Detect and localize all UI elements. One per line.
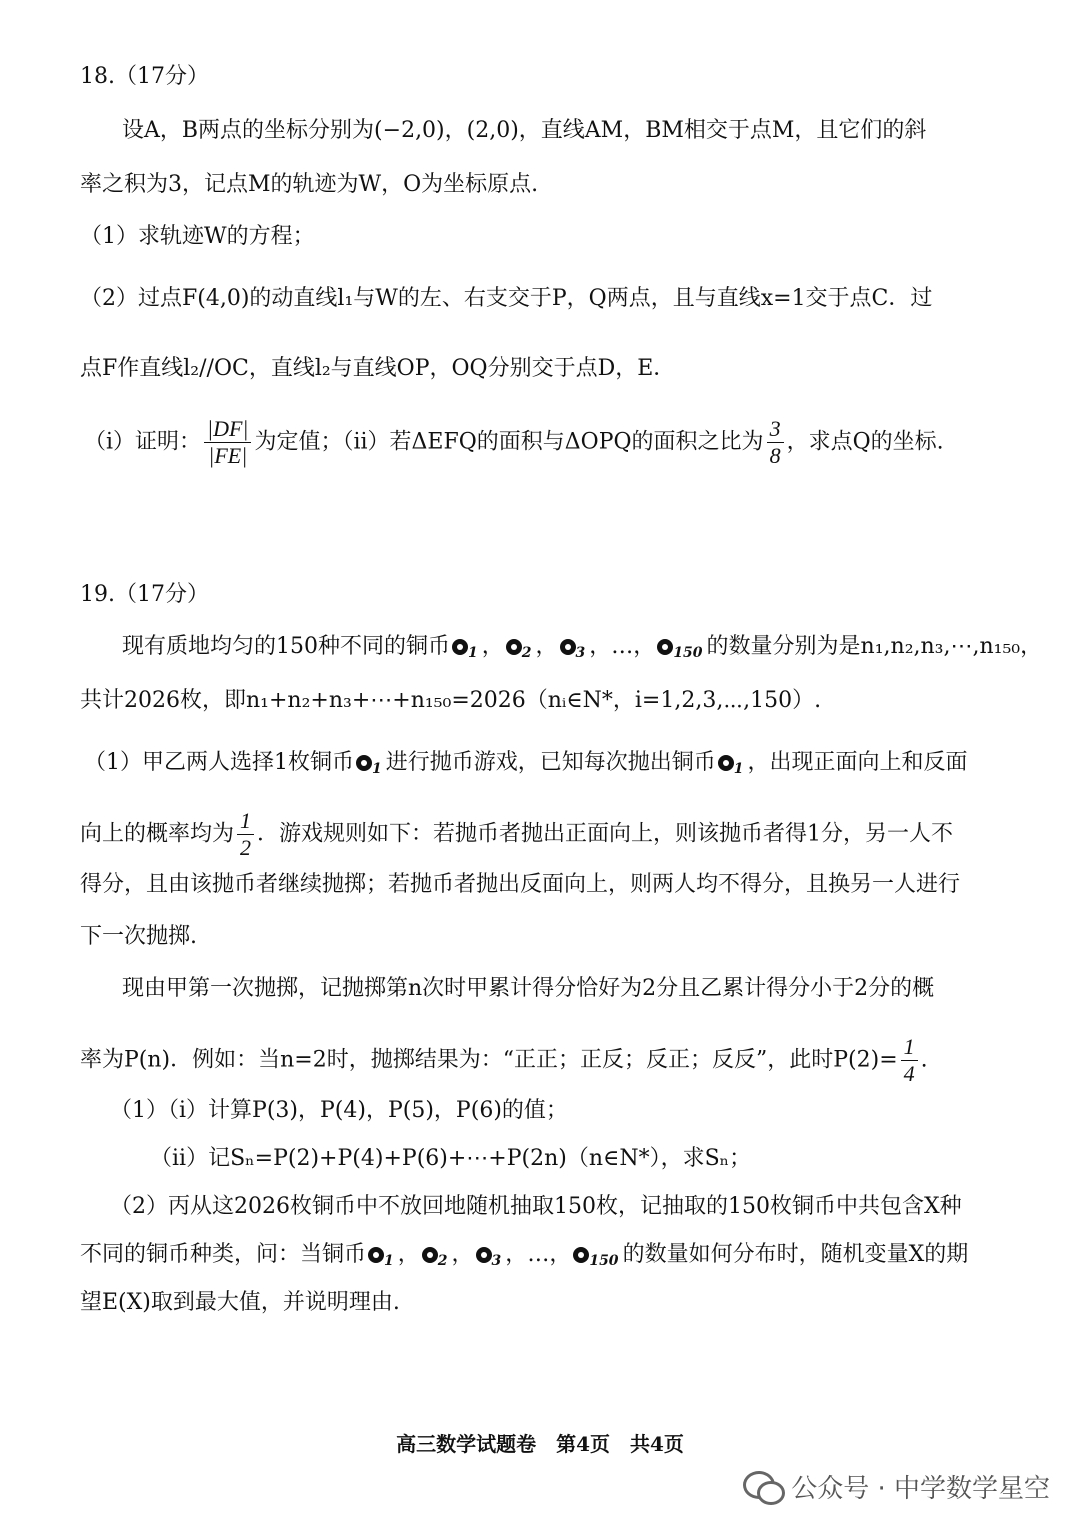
watermark-text: 公众号 · 中学数学星空 (791, 1473, 1050, 1504)
q19-line1 (122, 632, 1043, 668)
separator: ， (589, 634, 612, 659)
quarter-denominator: 4 (903, 1061, 915, 1086)
quarter-fraction (901, 1034, 918, 1087)
separator: ， (397, 1242, 420, 1267)
q19-p1b-post: ．游戏规则如下：若抛币者抛出正面向上，则该抛币者得1分，另一人不 (257, 821, 954, 847)
coin-label: 150 (589, 1253, 619, 1269)
q18-part2c-post: ，求点Q的坐标. (786, 429, 944, 455)
coin-ellipsis: …， (527, 1242, 572, 1267)
coin-icon (452, 639, 468, 655)
q18-header: 18.（17分） (80, 64, 209, 89)
q19-p3c: 望E(X)取到最大值，并说明理由. (80, 1290, 400, 1315)
coin-icon (422, 1247, 438, 1263)
q19-line2: 共计2026枚，即n₁+n₂+n₃+⋯+n₁₅₀=2026（nᵢ∈N*，i=1,2,3,⋯,150）. (80, 688, 822, 713)
q19-p1a-pre: （1）甲乙两人选择1枚铜币 (84, 750, 354, 775)
q19-p3a: （2）丙从这2026枚铜币中不放回地随机抽取150枚，记抽取的150枚铜币中共包含X种 (110, 1194, 962, 1219)
q19-p2a: 现由甲第一次抛掷，记抛掷第n次时甲累计得分恰好为2分且乙累计得分小于2分的概 (122, 976, 935, 1001)
coin-label: 1 (372, 761, 382, 777)
coin-ellipsis: …， (611, 634, 656, 659)
coin-icon (368, 1247, 384, 1263)
wechat-icon (743, 1469, 783, 1503)
q18-part2c-pre: （i）证明： (84, 429, 202, 455)
coin-icon (506, 639, 522, 655)
q19-sub1: （1）（i）计算P(3)，P(4)，P(5)，P(6)的值； (110, 1098, 568, 1123)
ratio-numerator: 3 (767, 416, 784, 443)
q19-sub2: （ii）记Sₙ=P(2)+P(4)+P(6)+⋯+P(2n)（n∈N*），求Sₙ； (150, 1146, 752, 1171)
q19-p1a-post: ，出现正面向上和反面 (747, 750, 968, 775)
q19-p1a (84, 748, 1004, 784)
q18-part2b: 点F作直线l₂//OC，直线l₂与直线OP，OQ分别交于点D，E． (80, 356, 676, 381)
coin-icon (476, 1247, 492, 1263)
q19-p1b (80, 808, 1000, 861)
ratio-fraction (767, 416, 784, 469)
coin-label: 150 (673, 645, 703, 661)
q19-p1c: 得分，且由该抛币者继续抛掷；若抛币者抛出反面向上，则两人均不得分，且换另一人进行 (80, 872, 961, 897)
ratio-denominator: 8 (769, 443, 781, 468)
coin-icon (573, 1247, 589, 1263)
q19-header: 19.（17分） (80, 582, 209, 607)
separator: ， (535, 634, 558, 659)
q18-part2a: （2）过点F(4,0)的动直线l₁与W的左、右支交于P，Q两点，且与直线x=1交于点C．过 (80, 286, 933, 311)
q19-line1-post: 的数量分别为是n₁,n₂,n₃,⋯,n₁₅₀， (706, 634, 1043, 659)
q19-p3b (80, 1240, 1000, 1276)
wechat-watermark (743, 1466, 1050, 1506)
separator: ， (481, 634, 504, 659)
q19-p2b-post: . (920, 1047, 928, 1073)
q18-part2c-mid: 为定值；（ii）若ΔEFQ的面积与ΔOPQ的面积之比为 (254, 429, 764, 455)
separator: ， (451, 1242, 474, 1267)
q18-part2c (84, 416, 1004, 469)
separator: ， (505, 1242, 528, 1267)
coin-label: 3 (575, 645, 586, 661)
coin-label: 1 (733, 761, 744, 777)
q19-p3b-post: 的数量如何分布时，随机变量X的期 (622, 1242, 969, 1267)
q19-p1d: 下一次抛掷. (80, 924, 197, 949)
frac-numerator: |DF| (204, 416, 251, 443)
df-fe-fraction (204, 416, 251, 469)
half-fraction (237, 808, 254, 861)
q19-p3b-pre: 不同的铜币种类，问：当铜币 (80, 1242, 367, 1267)
quarter-numerator: 1 (901, 1034, 918, 1061)
q19-p2b (80, 1034, 1000, 1087)
half-numerator: 1 (237, 808, 254, 835)
q19-p1a-mid: 进行抛币游戏，已知每次抛出铜币 (385, 750, 716, 775)
coin-label: 2 (521, 645, 532, 661)
q18-part1: （1）求轨迹W的方程； (80, 224, 315, 249)
coin-label: 2 (437, 1253, 448, 1269)
coin-icon (657, 639, 673, 655)
q19-line1-pre: 现有质地均匀的150种不同的铜币 (122, 634, 450, 659)
q18-line1: 设A，B两点的坐标分别为(−2,0)，(2,0)，直线AM，BM相交于点M，且它们的斜 (122, 118, 927, 143)
coin-icon (560, 639, 576, 655)
q19-p2b-pre: 率为P(n)．例如：当n=2时，抛掷结果为：“正正；正反；反正；反反”，此时P(2)= (80, 1047, 898, 1073)
coin-label: 3 (491, 1253, 502, 1269)
coin-label: 1 (384, 1253, 394, 1269)
coin-icon (718, 755, 734, 771)
frac-denominator: |FE| (208, 443, 248, 468)
coin-label: 1 (468, 645, 478, 661)
q18-line2: 率之积为3，记点M的轨迹为W，O为坐标原点. (80, 172, 539, 197)
page-footer: 高三数学试题卷 第4页 共4页 (396, 1432, 684, 1456)
half-denominator: 2 (240, 835, 252, 860)
q19-p1b-pre: 向上的概率均为 (80, 821, 235, 847)
coin-icon (356, 755, 372, 771)
